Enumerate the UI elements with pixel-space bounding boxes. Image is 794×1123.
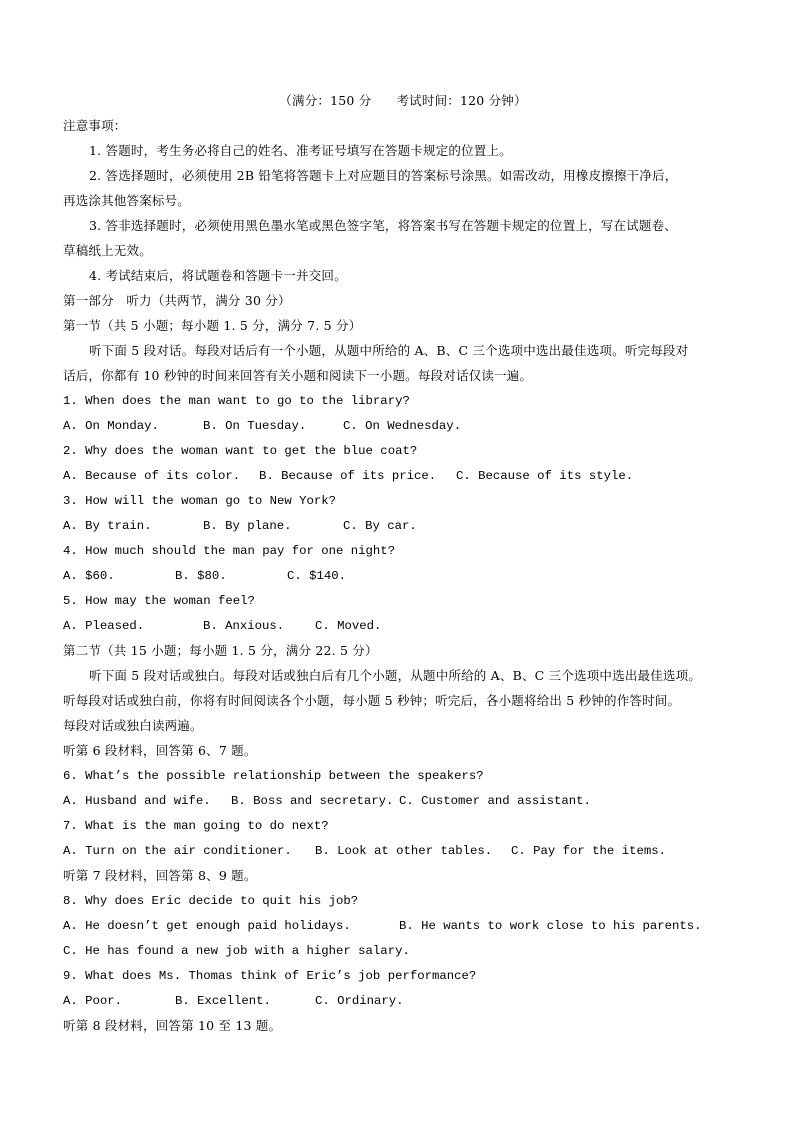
section1-instruction-1: 听下面 5 段对话。每段对话后有一个小题，从题中所给的 A、B、C 三个选项中选出最佳选项。听完每段对 (89, 343, 689, 358)
q5-option-b: B. Anxious. (203, 619, 285, 633)
q9-option-a: A. Poor. (63, 994, 123, 1008)
q2-option-c: C. Because of its style. (456, 469, 634, 483)
q5-option-c: C. Moved. (315, 619, 382, 633)
part1-title: 第一部分 听力（共两节，满分 30 分） (63, 293, 291, 308)
exam-info: （满分：150 分 考试时间：120 分钟） (279, 93, 527, 108)
q4-option-c: C. $140. (287, 569, 347, 583)
question-2: 2. Why does the woman want to get the blue coat? (63, 444, 418, 458)
section1-instruction-2: 话后，你都有 10 秒钟的时间来回答有关小题和阅读下一小题。每段对话仅读一遍。 (63, 368, 533, 383)
note-item-2: 2. 答选择题时，必须使用 2B 铅笔将答题卡上对应题目的答案标号涂黑。如需改动，用橡皮擦擦干净后， (89, 168, 678, 183)
material-7-heading: 听第 7 段材料，回答第 8、9 题。 (63, 868, 257, 883)
section1-title: 第一节（共 5 小题；每小题 1. 5 分，满分 7. 5 分） (63, 318, 362, 333)
q1-option-a: A. On Monday. (63, 419, 159, 433)
note-item-4: 4. 考试结束后，将试题卷和答题卡一并交回。 (89, 268, 347, 283)
material-6-heading: 听第 6 段材料，回答第 6、7 题。 (63, 743, 257, 758)
q3-option-b: B. By plane. (203, 519, 292, 533)
q9-option-c: C. Ordinary. (315, 994, 404, 1008)
notes-title: 注意事项： (63, 118, 127, 133)
question-4: 4. How much should the man pay for one night? (63, 544, 396, 558)
question-1: 1. When does the man want to go to the library? (63, 394, 410, 408)
q6-option-c: C. Customer and assistant. (399, 794, 591, 808)
material-8-heading: 听第 8 段材料，回答第 10 至 13 题。 (63, 1018, 282, 1033)
q7-option-a: A. Turn on the air conditioner. (63, 844, 292, 858)
section2-instruction-1: 听下面 5 段对话或独白。每段对话或独白后有几个小题，从题中所给的 A、B、C 三个选项中选出最佳选项。 (89, 668, 702, 683)
q8-option-c: C. He has found a new job with a higher salary. (63, 944, 410, 958)
q8-option-a: A. He doesn’t get enough paid holidays. (63, 919, 351, 933)
question-8: 8. Why does Eric decide to quit his job? (63, 894, 359, 908)
q2-option-b: B. Because of its price. (259, 469, 437, 483)
q8-option-b: B. He wants to work close to his parents. (399, 919, 702, 933)
q5-option-a: A. Pleased. (63, 619, 145, 633)
section2-instruction-2: 听每段对话或独白前，你将有时间阅读各个小题，每小题 5 秒钟；听完后，各小题将给出 5 秒钟的作答时间。 (63, 693, 681, 708)
question-6: 6. What’s the possible relationship between the speakers? (63, 769, 484, 783)
note-item-1: 1. 答题时，考生务必将自己的姓名、准考证号填写在答题卡规定的位置上。 (89, 143, 512, 158)
q6-option-b: B. Boss and secretary. (231, 794, 394, 808)
q7-option-b: B. Look at other tables. (315, 844, 493, 858)
note-item-2-cont: 再选涂其他答案标号。 (63, 193, 191, 208)
q1-option-b: B. On Tuesday. (203, 419, 307, 433)
question-3: 3. How will the woman go to New York? (63, 494, 337, 508)
q3-option-c: C. By car. (343, 519, 417, 533)
q4-option-a: A. $60. (63, 569, 115, 583)
q3-option-a: A. By train. (63, 519, 152, 533)
q4-option-b: B. $80. (175, 569, 227, 583)
question-7: 7. What is the man going to do next? (63, 819, 329, 833)
q1-option-c: C. On Wednesday. (343, 419, 462, 433)
q6-option-a: A. Husband and wife. (63, 794, 211, 808)
q7-option-c: C. Pay for the items. (511, 844, 666, 858)
question-9: 9. What does Ms. Thomas think of Eric’s job performance? (63, 969, 477, 983)
q2-option-a: A. Because of its color. (63, 469, 241, 483)
question-5: 5. How may the woman feel? (63, 594, 255, 608)
q9-option-b: B. Excellent. (175, 994, 271, 1008)
note-item-3: 3. 答非选择题时，必须使用黑色墨水笔或黑色签字笔，将答案书写在答题卡规定的位置上，写在试题卷、 (89, 218, 678, 233)
note-item-3-cont: 草稿纸上无效。 (63, 243, 152, 258)
section2-title: 第二节（共 15 小题；每小题 1. 5 分，满分 22. 5 分） (63, 643, 378, 658)
section2-instruction-3: 每段对话或独白读两遍。 (63, 718, 203, 733)
